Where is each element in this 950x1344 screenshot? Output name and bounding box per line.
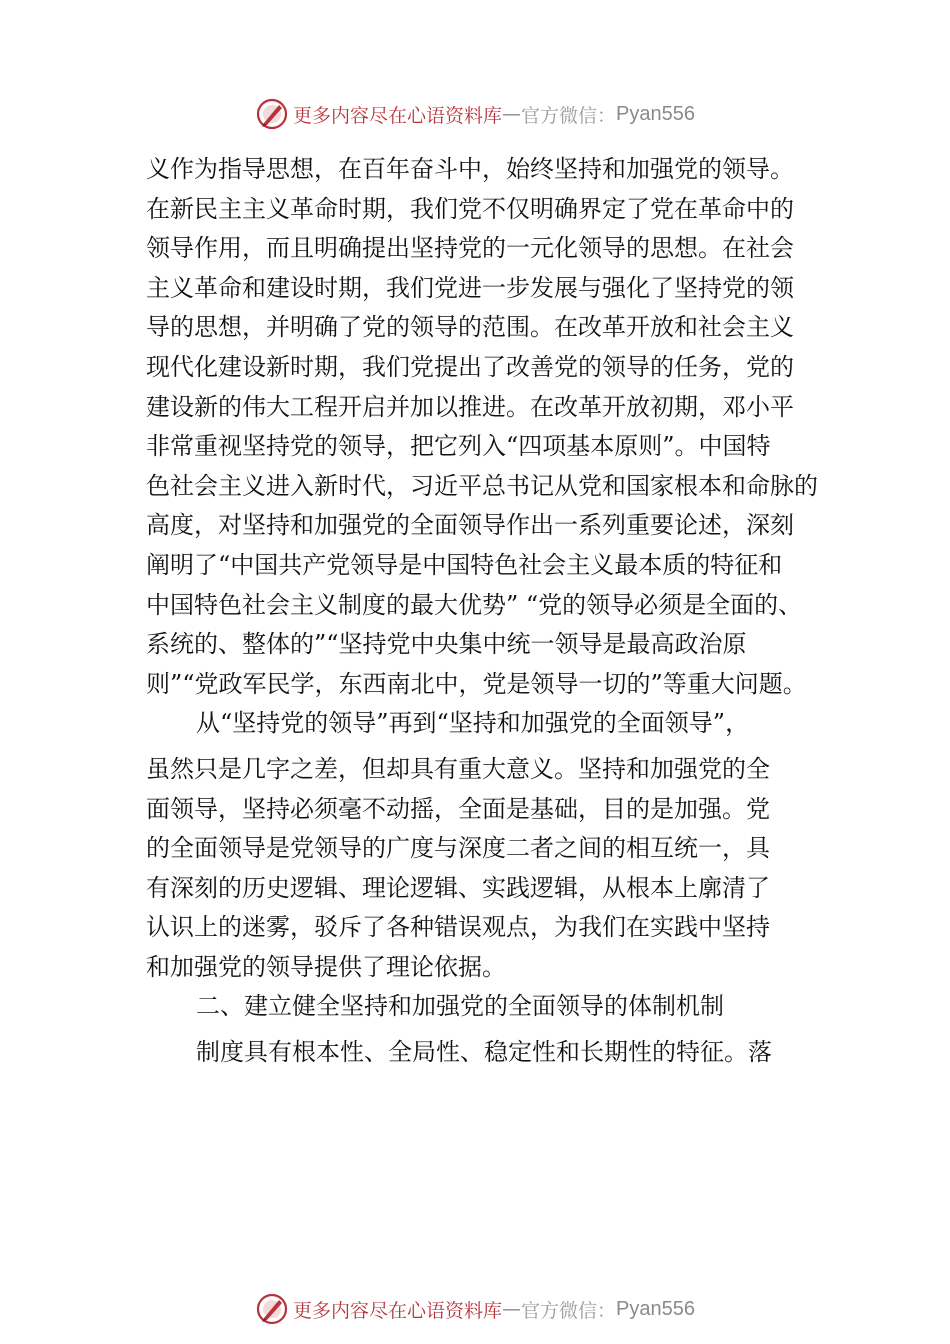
text-line-13: 系统的、整体的”“坚持党中央集中统一领导是最高政治原	[146, 630, 747, 659]
footer-banner	[0, 1289, 950, 1329]
text-line-11: 阐明了“中国共产党领导是中国特色社会主义最本质的特征和	[146, 550, 783, 579]
quill-seal-icon	[255, 97, 289, 131]
quill-seal-icon	[255, 1292, 289, 1326]
text-line-3: 领导作用，而且明确提出坚持党的一元化领导的思想。在社会	[146, 234, 794, 263]
text-line-6: 现代化建设新时期，我们党提出了改善党的领导的任务，党的	[146, 352, 794, 381]
text-line-16: 虽然只是几字之差，但却具有重大意义。坚持和加强党的全	[146, 754, 770, 783]
banner-wechat-label: 官方微信：	[521, 1299, 617, 1322]
text-line-2: 在新民主主义革命时期，我们党不仅明确界定了党在革命中的	[146, 194, 794, 223]
document-body	[146, 150, 846, 1073]
text-line-8: 非常重视坚持党的领导，把它列入“四项基本原则”。中国特	[146, 432, 771, 461]
banner-brand-text: 更多内容尽在心语资料库	[293, 104, 503, 127]
text-line-20: 认识上的迷雾，驳斥了各种错误观点，为我们在实践中坚持	[146, 913, 770, 942]
banner-separator: —	[502, 103, 522, 125]
text-line-5: 导的思想，并明确了党的领导的范围。在改革开放和社会主义	[146, 313, 794, 342]
text-line-18: 的全面领导是党领导的广度与深度二者之间的相互统一，具	[146, 834, 770, 863]
text-line-1: 义作为指导思想，在百年奋斗中，始终坚持和加强党的领导。	[146, 155, 794, 183]
header-banner	[0, 94, 950, 134]
paragraph-start-line-2: 制度具有根本性、全局性、稳定性和长期性的特征。落	[196, 1038, 772, 1067]
text-line-19: 有深刻的历史逻辑、理论逻辑、实践逻辑，从根本上廓清了	[146, 873, 770, 902]
text-line-9: 色社会主义进入新时代，习近平总书记从党和国家根本和命脉的	[146, 471, 818, 500]
text-line-21: 和加强党的领导提供了理论依据。	[146, 952, 506, 981]
banner-wechat-id: Pyan556	[616, 102, 695, 125]
text-line-12: 中国特色社会主义制度的最大优势” “党的领导必须是全面的、	[146, 590, 803, 619]
text-line-10: 高度，对坚持和加强党的全面领导作出一系列重要论述，深刻	[146, 511, 794, 540]
text-line-4: 主义革命和建设时期，我们党进一步发展与强化了坚持党的领	[146, 273, 794, 302]
banner-wechat-id: Pyan556	[616, 1297, 695, 1320]
text-line-7: 建设新的伟大工程开启并加以推进。在改革开放初期，邓小平	[146, 392, 794, 421]
text-line-17: 面领导，坚持必须毫不动摇，全面是基础，目的是加强。党	[146, 794, 770, 823]
section-heading: 二、建立健全坚持和加强党的全面领导的体制机制	[196, 992, 724, 1021]
paragraph-start-line: 从“坚持党的领导”再到“坚持和加强党的全面领导”，	[196, 709, 750, 738]
banner-wechat-label: 官方微信：	[521, 104, 617, 127]
banner-brand-text: 更多内容尽在心语资料库	[293, 1299, 503, 1322]
text-line-14: 则”“党政军民学，东西南北中，党是领导一切的”等重大问题。	[146, 669, 807, 698]
banner-separator: —	[502, 1298, 522, 1320]
